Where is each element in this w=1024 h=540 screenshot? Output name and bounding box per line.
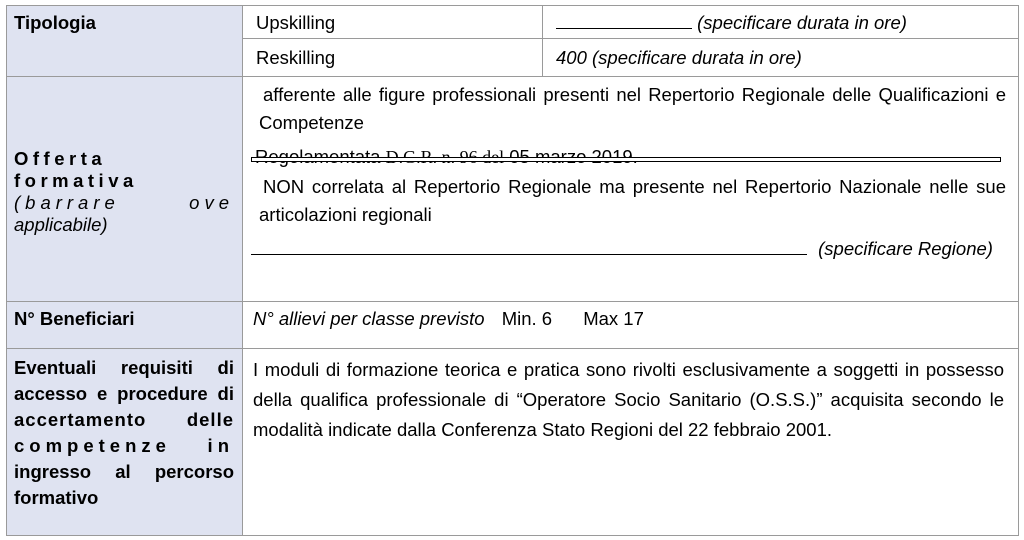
- offerta-options-cell: [243, 77, 1019, 302]
- requisiti-text-cell: [243, 349, 1019, 536]
- offerta-row: [7, 77, 1019, 302]
- upskilling-cell: [243, 6, 543, 39]
- offerta-option-afferente[interactable]: afferente alle figure professionali presenti nel Repertorio Regionale delle Qualificazioni e Competenze: [259, 84, 1006, 133]
- offerta-option-regolamentata[interactable]: [251, 143, 1006, 171]
- requisiti-label-line2: accesso e procedure di: [14, 383, 234, 404]
- reskilling-label: Reskilling: [256, 47, 336, 68]
- tipologia-row-upskilling: [7, 6, 1019, 39]
- region-line: [251, 235, 1006, 263]
- offerta-label-cell: [7, 77, 243, 302]
- reskilling-cell: [243, 39, 543, 77]
- upskilling-duration-note: (specificare durata in ore): [697, 12, 907, 33]
- offerta-option-non-correlata[interactable]: NON correlata al Repertorio Regionale ma presente nel Repertorio Nazionale nelle sue articolazioni regionali: [259, 176, 1006, 225]
- requisiti-text: I moduli di formazione teorica e pratica sono rivolti esclusivamente a soggetti in possesso della qualifica professionale di “Operatore Socio Sanitario (O.S.S.)” acquisita secondo le modalità indicate dalla Conferenza Stato Regioni del 22 febbraio 2001.: [253, 359, 1004, 440]
- reskilling-duration-value: 400 (specificare durata in ore): [556, 47, 802, 68]
- beneficiari-min: Min. 6: [501, 308, 553, 329]
- region-blank[interactable]: [251, 239, 807, 255]
- requisiti-label-cell: [7, 349, 243, 536]
- tipologia-label: Tipologia: [14, 12, 96, 33]
- upskilling-label: Upskilling: [256, 12, 336, 33]
- requisiti-label-line5: ingresso al percorso: [14, 461, 234, 482]
- requisiti-row: [7, 349, 1019, 536]
- offerta-label-note-end: applicabile): [14, 214, 108, 235]
- requisiti-label-line3: accertamento delle: [14, 409, 234, 430]
- beneficiari-value-cell: [243, 302, 1019, 349]
- requisiti-label-line1: Eventuali requisiti di: [14, 357, 234, 378]
- offerta-label-note: (barrare ove: [14, 192, 234, 213]
- region-note: (specificare Regione): [818, 238, 993, 259]
- requisiti-label-line6: formativo: [14, 487, 99, 508]
- beneficiari-label: N° Beneficiari: [14, 308, 135, 329]
- beneficiari-text: N° allievi per classe previsto: [253, 308, 485, 329]
- upskilling-duration-blank[interactable]: [556, 13, 692, 29]
- upskilling-duration-cell: [543, 6, 1019, 39]
- beneficiari-row: [7, 302, 1019, 349]
- course-info-table: [6, 5, 1019, 536]
- requisiti-label-line4: competenze in: [14, 435, 234, 456]
- reskilling-duration-cell: [543, 39, 1019, 77]
- offerta-label: Offerta formativa: [14, 148, 138, 191]
- tipologia-label-cell: [7, 6, 243, 77]
- beneficiari-label-cell: [7, 302, 243, 349]
- strikethrough-box: [251, 157, 1001, 162]
- beneficiari-max: Max 17: [583, 308, 644, 329]
